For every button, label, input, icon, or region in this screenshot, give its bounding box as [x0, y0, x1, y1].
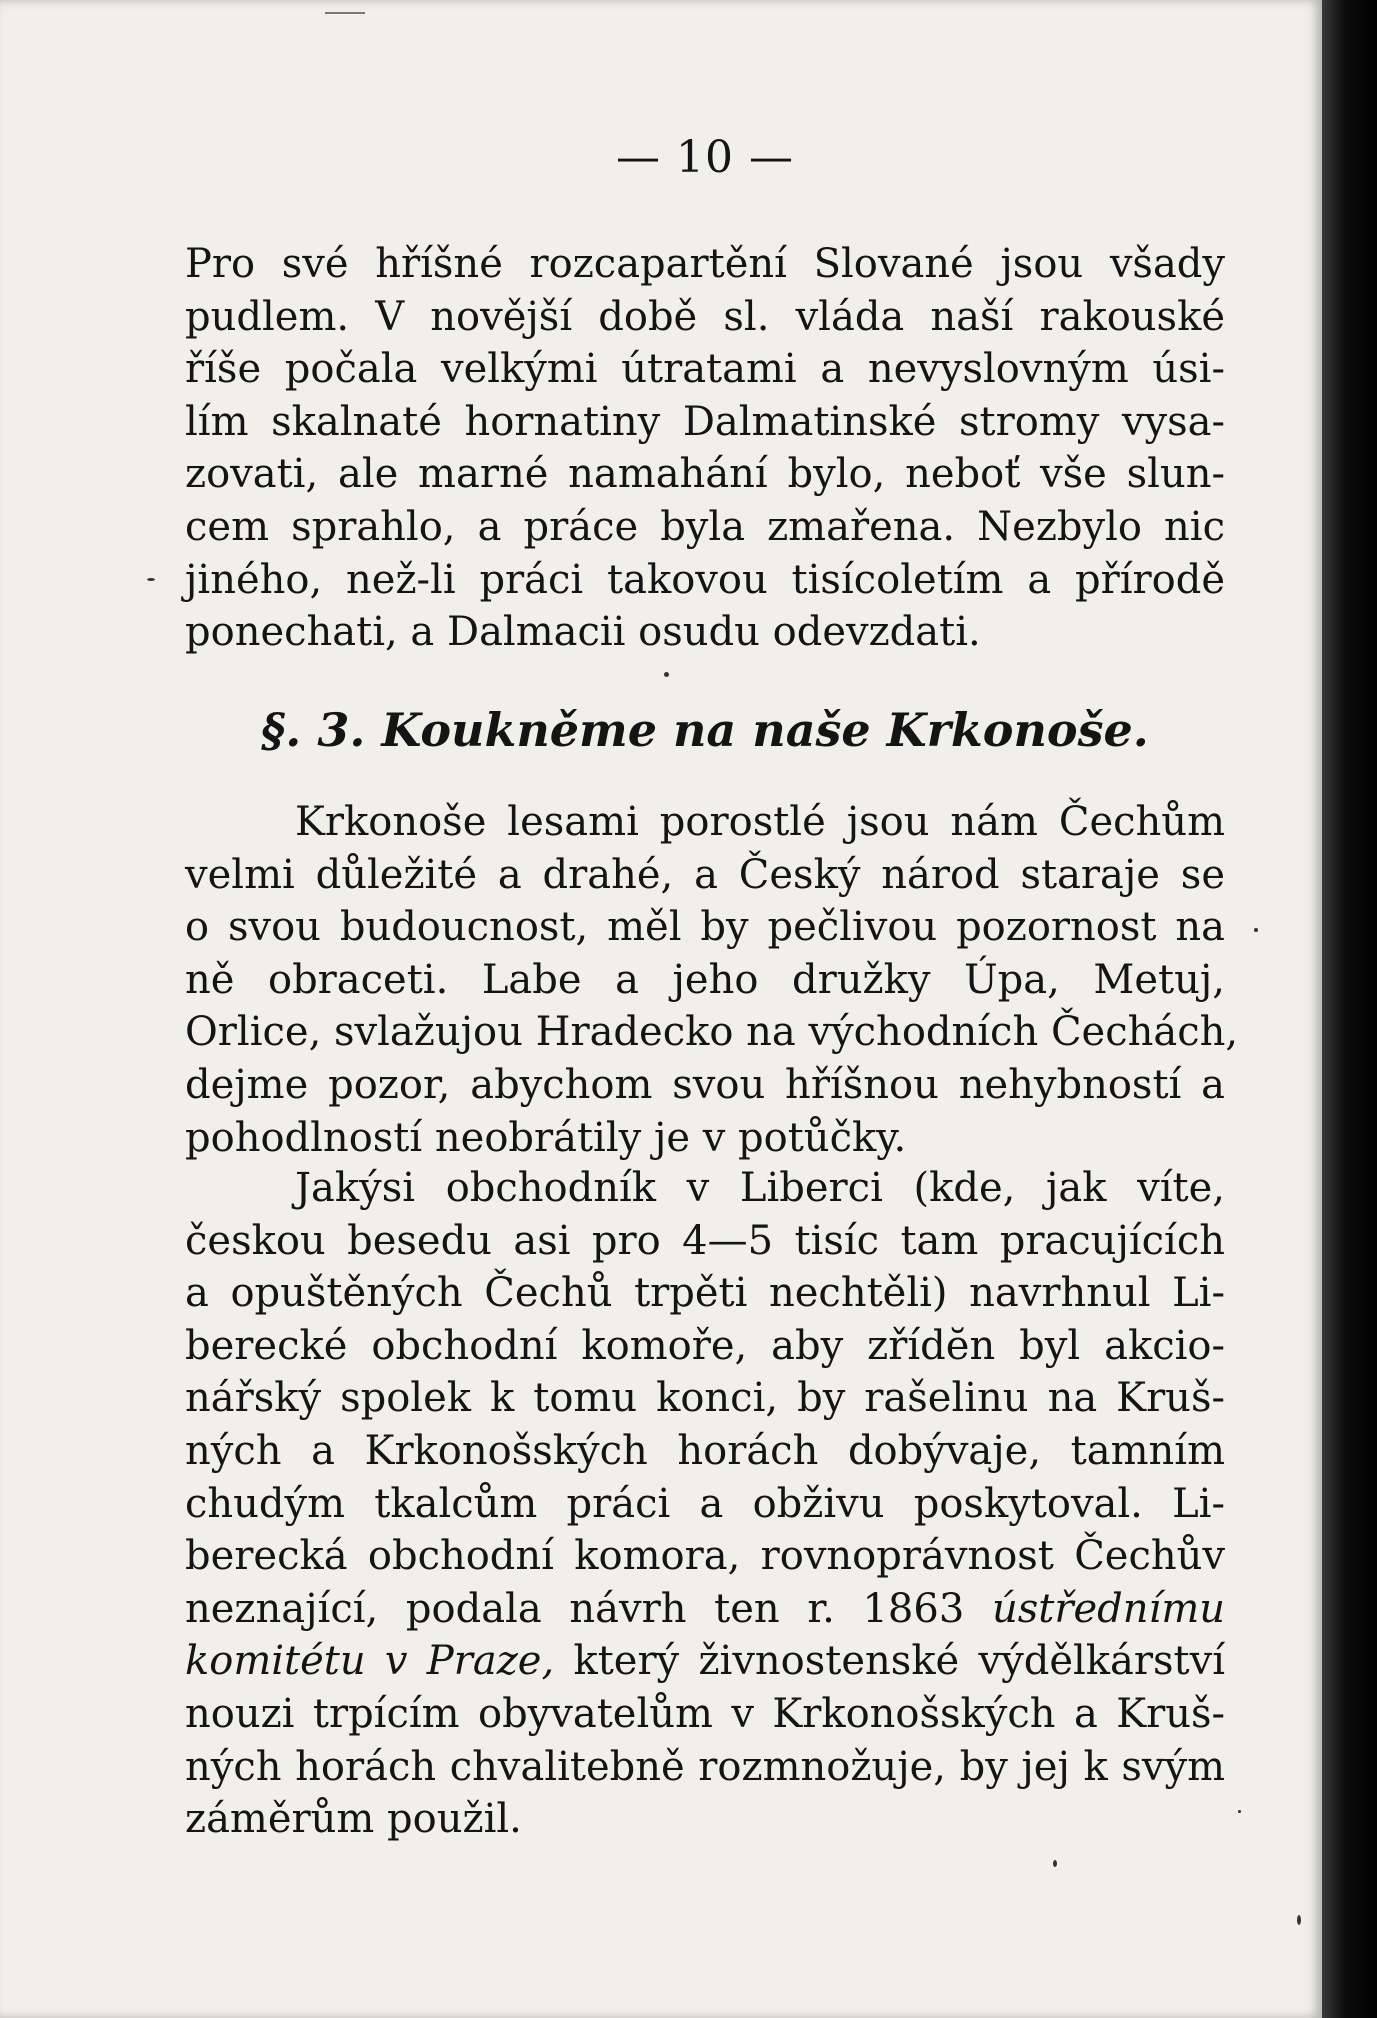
text-line: berecké obchodní komoře, aby zřídĕn byl akcio- [185, 1322, 1225, 1369]
paper-speck [1297, 1915, 1301, 1925]
text-line-mixed [185, 1583, 1225, 1636]
text-line: ně obraceti. Labe a jeho družky Úpa, Metuj, [185, 956, 1225, 1003]
section-heading: §. 3. Koukněme na naše Krkonoše. [261, 703, 1149, 757]
text-line: Pro své hříšné rozcapartění Slované jsou všady [185, 241, 1225, 287]
paper-speck [1254, 928, 1258, 932]
text-run: který živnostenské výdělkárství [573, 1638, 1225, 1685]
italic-run: komitétu v Praze, [185, 1638, 555, 1685]
text-line: jiného, než-li práci takovou tisícoletím a přírodě [185, 556, 1225, 603]
text-line: Jakýsi obchodník v Liberci (kde, jak víte, [295, 1165, 1225, 1211]
paper-speck [1053, 1860, 1057, 1867]
text-line: nouzi trpícím obyvatelům v Krkonošských a Kruš- [185, 1690, 1225, 1737]
text-line: cem sprahlo, a práce byla zmařena. Nezbylo nic [185, 503, 1225, 550]
text-line: berecká obchodní komora, rovnoprávnost Čechův [185, 1533, 1225, 1580]
text-line: ných horách chvalitebně rozmnožuje, by jej k svým [185, 1743, 1225, 1790]
text-line: záměrům použil. [185, 1796, 522, 1843]
text-line: českou besedu asi pro 4—5 tisíc tam pracujících [185, 1217, 1225, 1264]
page-number: — 10 — [616, 132, 794, 183]
paragraph-liberec [185, 1162, 1225, 1846]
page-edge-shadow [1322, 0, 1377, 2018]
text-line: Krkonoše lesami porostlé jsou nám Čechům [295, 799, 1225, 845]
paragraph-krkonose [185, 796, 1239, 1164]
text-line: a opuštěných Čechů trpěti nechtěli) navrhnul Li- [185, 1270, 1225, 1317]
text-line: velmi důležité a drahé, a Český národ staraje se [185, 851, 1225, 898]
text-line: pohodlností neobrátily je v potůčky. [185, 1114, 907, 1161]
text-line: zovati, ale marné namahání bylo, neboť vše slun- [185, 451, 1225, 498]
paper-speck [325, 12, 365, 14]
paper-speck [147, 578, 155, 581]
text-line: chudým tkalcům práci a obživu poskytoval. Li- [185, 1480, 1225, 1527]
text-line: Orlice, svlažujou Hradecko na východních Čechách, [185, 1009, 1239, 1056]
text-line: pudlem. V novější době sl. vláda naší rakouské [185, 293, 1225, 340]
italic-run: ústřednímu [992, 1585, 1226, 1632]
text-line: ponechati, a Dalmacii osudu odevzdati. [185, 609, 981, 656]
paragraph-dalmatia [185, 238, 1225, 659]
text-line: lím skalnaté hornatiny Dalmatinské stromy vysa- [185, 398, 1225, 445]
paper-speck [664, 672, 669, 677]
paper-speck [1238, 1810, 1241, 1813]
text-line: říše počala velkými útratami a nevyslovným úsi- [185, 346, 1225, 393]
text-line: dejme pozor, abychom svou hříšnou nehybností a [185, 1061, 1225, 1108]
text-line-mixed [185, 1635, 1225, 1688]
text-line: o svou budoucnost, měl by pečlivou pozornost na [185, 904, 1225, 951]
text-line: ných a Krkonošských horách dobývaje, tamním [185, 1427, 1225, 1474]
text-line: nářský spolek k tomu konci, by rašelinu na Kruš- [185, 1375, 1225, 1422]
text-run: neznající, podala návrh ten r. 1863 [185, 1585, 965, 1632]
